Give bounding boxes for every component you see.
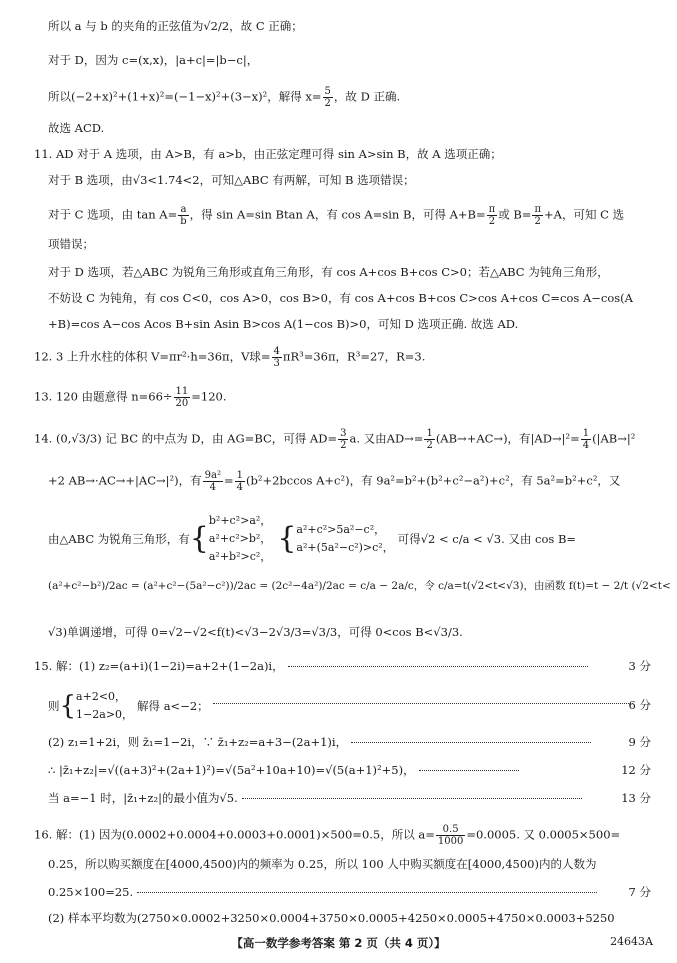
line-c-conclusion: 所以 a 与 b 的夹角的正弦值为√2/2，故 C 正确；	[48, 19, 303, 33]
text: ∴ |z̄₁+z₂|=√((a+3)²+(2a+1)²)=√(5a²+10a+10)=√(5(a+1)²+5)，	[48, 763, 415, 777]
denominator: 2	[488, 216, 496, 227]
numerator: 0.5	[436, 824, 465, 836]
leader-dots	[419, 770, 519, 771]
numerator: 11	[175, 386, 189, 397]
text: 所以(−2+x)²+(1+x)²=(−1−x)²+(3−x)²，解得 x=	[48, 89, 322, 104]
q15-line-c	[48, 734, 591, 750]
score-9: 9 分	[628, 735, 651, 749]
text: 13. 120 由题意得 n=66÷	[34, 389, 173, 404]
fraction	[532, 204, 543, 227]
fraction	[174, 386, 191, 409]
text: 可得√2 < c/a < √3. 又由 cos B=	[397, 532, 577, 546]
text: 解得 a<−2；	[137, 699, 209, 713]
numerator: 1	[426, 428, 433, 439]
q15-line-d	[48, 762, 519, 778]
denominator: 2	[534, 216, 541, 227]
q11-line-f: 不妨设 C 为钝角，有 cos C<0，cos A>0，cos B>0，有 cos A+cos B+cos C>cos A+cos C=cos A−cos(A	[48, 291, 633, 305]
line-d-condition: 对于 D，因为 c=(x,x)，|a+c|=|b−c|，	[48, 53, 259, 67]
text: +2 AB→·AC→+|AC→|²)，有	[48, 473, 202, 488]
inequality: a²+c²>5a²−c²，	[296, 523, 386, 536]
text: 12. 3 上升水柱的体积 V=πr²·h=36π，V球=	[34, 349, 271, 364]
numerator: 5	[324, 86, 331, 97]
text: 则	[48, 699, 60, 713]
inequality: a²+c²>b²，	[208, 532, 272, 545]
numerator: 1	[236, 470, 243, 481]
q11-line-b: 对于 B 选项，由√3<1.74<2，可知△ABC 有两解，可知 B 选项错误；	[48, 173, 415, 187]
line-choice-acd: 故选 ACD.	[48, 121, 105, 135]
fraction	[487, 204, 498, 227]
page-footer: 【高一数学参考答案 第 2 页（共 4 页）】	[231, 936, 446, 950]
denominator: 4	[209, 482, 216, 493]
left-brace: {	[277, 521, 297, 556]
text: πR³=36π，R³=27，R=3.	[282, 349, 426, 364]
fraction	[436, 824, 465, 847]
q14-line-b	[48, 470, 620, 493]
q16-line-c	[48, 884, 597, 900]
q11-line-c	[48, 204, 624, 227]
fraction	[178, 204, 188, 227]
fraction	[235, 470, 245, 493]
score-7: 7 分	[628, 885, 651, 899]
text: ，故 D 正确.	[333, 89, 401, 104]
text: =0.0005. 又 0.0005×500=	[466, 827, 621, 842]
score-6: 6 分	[628, 698, 651, 712]
q14-line-d: (a²+c²−b²)/2ac = (a²+c²−(5a²−c²))/2ac = (2c²−4a²)/2ac = c/a − 2a/c，令 c/a=t(√2<t<√3)，由函数 f(t)=t − 2/t (√2<t<	[48, 580, 671, 592]
text: (2) z₁=1+2i，则 z̄₁=1−2i，∵ z̄₁+z₂=a+3−(2a+1)i，	[48, 735, 348, 749]
q15-line-b	[48, 688, 633, 724]
text: 当 a=−1 时，|z̄₁+z₂|的最小值为√5.	[48, 791, 238, 805]
q16-line-a	[34, 824, 620, 847]
score-3: 3 分	[628, 659, 651, 673]
q12-line	[34, 346, 425, 369]
denominator: 3	[273, 358, 280, 369]
inequality: a²+(5a²−c²)>c²，	[296, 541, 394, 554]
score-13: 13 分	[621, 791, 651, 805]
denominator: 4	[582, 440, 590, 451]
fraction	[272, 346, 282, 369]
q13-line	[34, 386, 227, 409]
numerator: π	[534, 204, 542, 215]
leader-dots	[242, 798, 582, 799]
denominator: 20	[175, 398, 189, 409]
q14-line-a	[34, 428, 635, 451]
text: 对于 C 选项，由 tan A=	[48, 207, 178, 222]
text: 16. 解：(1) 因为(0.0002+0.0004+0.0003+0.0001)×500=0.5，所以 a=	[34, 827, 435, 842]
numerator: 1	[582, 428, 590, 439]
numerator: 9a²	[204, 470, 221, 481]
denominator: 2	[324, 98, 331, 109]
text: 或 B=	[498, 207, 532, 222]
denominator: b	[180, 216, 187, 227]
inequality: 1−2a>0，	[76, 708, 134, 721]
text: =120.	[191, 389, 227, 404]
q16-line-d: (2) 样本平均数为(2750×0.0002+3250×0.0004+3750×0.0005+4250×0.0005+4750×0.0003+5250	[48, 911, 615, 925]
q11-line-a: 11. AD 对于 A 选项，由 A>B，有 a>b，由正弦定理可得 sin A>sin B，故 A 选项正确；	[34, 147, 502, 161]
leader-dots	[351, 742, 591, 743]
score-12: 12 分	[621, 763, 651, 777]
numerator: 4	[273, 346, 280, 357]
text: (AB→+AC→)，有|AD→|²=	[435, 431, 580, 446]
numerator: a	[178, 204, 188, 216]
inequality: a+2<0，	[76, 690, 127, 703]
line-d-solve	[48, 86, 400, 109]
q11-line-g: +B)=cos A−cos Acos B+sin Asin B>cos A(1−cos B)>0，可知 D 选项正确. 故选 AD.	[48, 317, 519, 331]
q14-line-e: √3)单调递增，可得 0=√2−√2<f(t)<√3−2√3/3=√3/3，可得 0<cos B<√3/3.	[48, 625, 463, 639]
denominator: 4	[236, 482, 243, 493]
denominator: 2	[340, 440, 347, 451]
text: (b²+2bccos A+c²)，有 9a²=b²+(b²+c²−a²)+c²，有 5a²=b²+c²，又	[245, 473, 621, 488]
q15-line-a	[34, 658, 588, 674]
text: =	[223, 473, 234, 488]
fraction	[323, 86, 333, 109]
leader-dots	[288, 666, 588, 667]
inequality-system	[76, 688, 133, 724]
q16-line-b: 0.25，所以购买额度在[4000,4500)内的频率为 0.25，所以 100 人中购买额度在[4000,4500)内的人数为	[48, 857, 597, 871]
q15-line-e	[48, 790, 582, 806]
leader-dots	[137, 892, 597, 893]
leader-dots	[213, 703, 633, 704]
denominator: 2	[426, 440, 433, 451]
text: a. 又由AD→=	[349, 431, 424, 446]
inequality: a²+b²>c²，	[208, 550, 272, 563]
numerator: 3	[340, 428, 347, 439]
text: (|AB→|²	[592, 431, 636, 446]
inequality-system-1	[209, 512, 271, 566]
text: 由△ABC 为锐角三角形，有	[48, 532, 190, 546]
denominator: 1000	[437, 836, 464, 847]
inequality-system-2	[296, 521, 393, 557]
fraction	[424, 428, 434, 451]
paper-code: 24643A	[610, 935, 653, 948]
numerator: π	[488, 204, 496, 215]
q11-line-e: 对于 D 选项，若△ABC 为锐角三角形或直角三角形，有 cos A+cos B+cos C>0；若△ABC 为钝角三角形，	[48, 265, 609, 279]
text: ，得 sin A=sin Btan A，有 cos A=sin B，可得 A+B=	[189, 207, 486, 222]
text: 14. (0,√3/3) 记 BC 的中点为 D，由 AG=BC，可得 AD=	[34, 431, 338, 446]
text: 0.25×100=25.	[48, 885, 134, 899]
fraction	[338, 428, 348, 451]
left-brace: {	[189, 521, 209, 556]
fraction	[203, 470, 223, 493]
text: +A，可知 C 选	[544, 207, 625, 222]
fraction	[581, 428, 591, 451]
q11-line-d: 项错误；	[48, 237, 94, 251]
left-brace: {	[59, 691, 77, 721]
text: 15. 解：(1) z₂=(a+i)(1−2i)=a+2+(1−2a)i，	[34, 659, 284, 673]
q14-line-c	[48, 512, 576, 566]
inequality: b²+c²>a²，	[208, 514, 272, 527]
